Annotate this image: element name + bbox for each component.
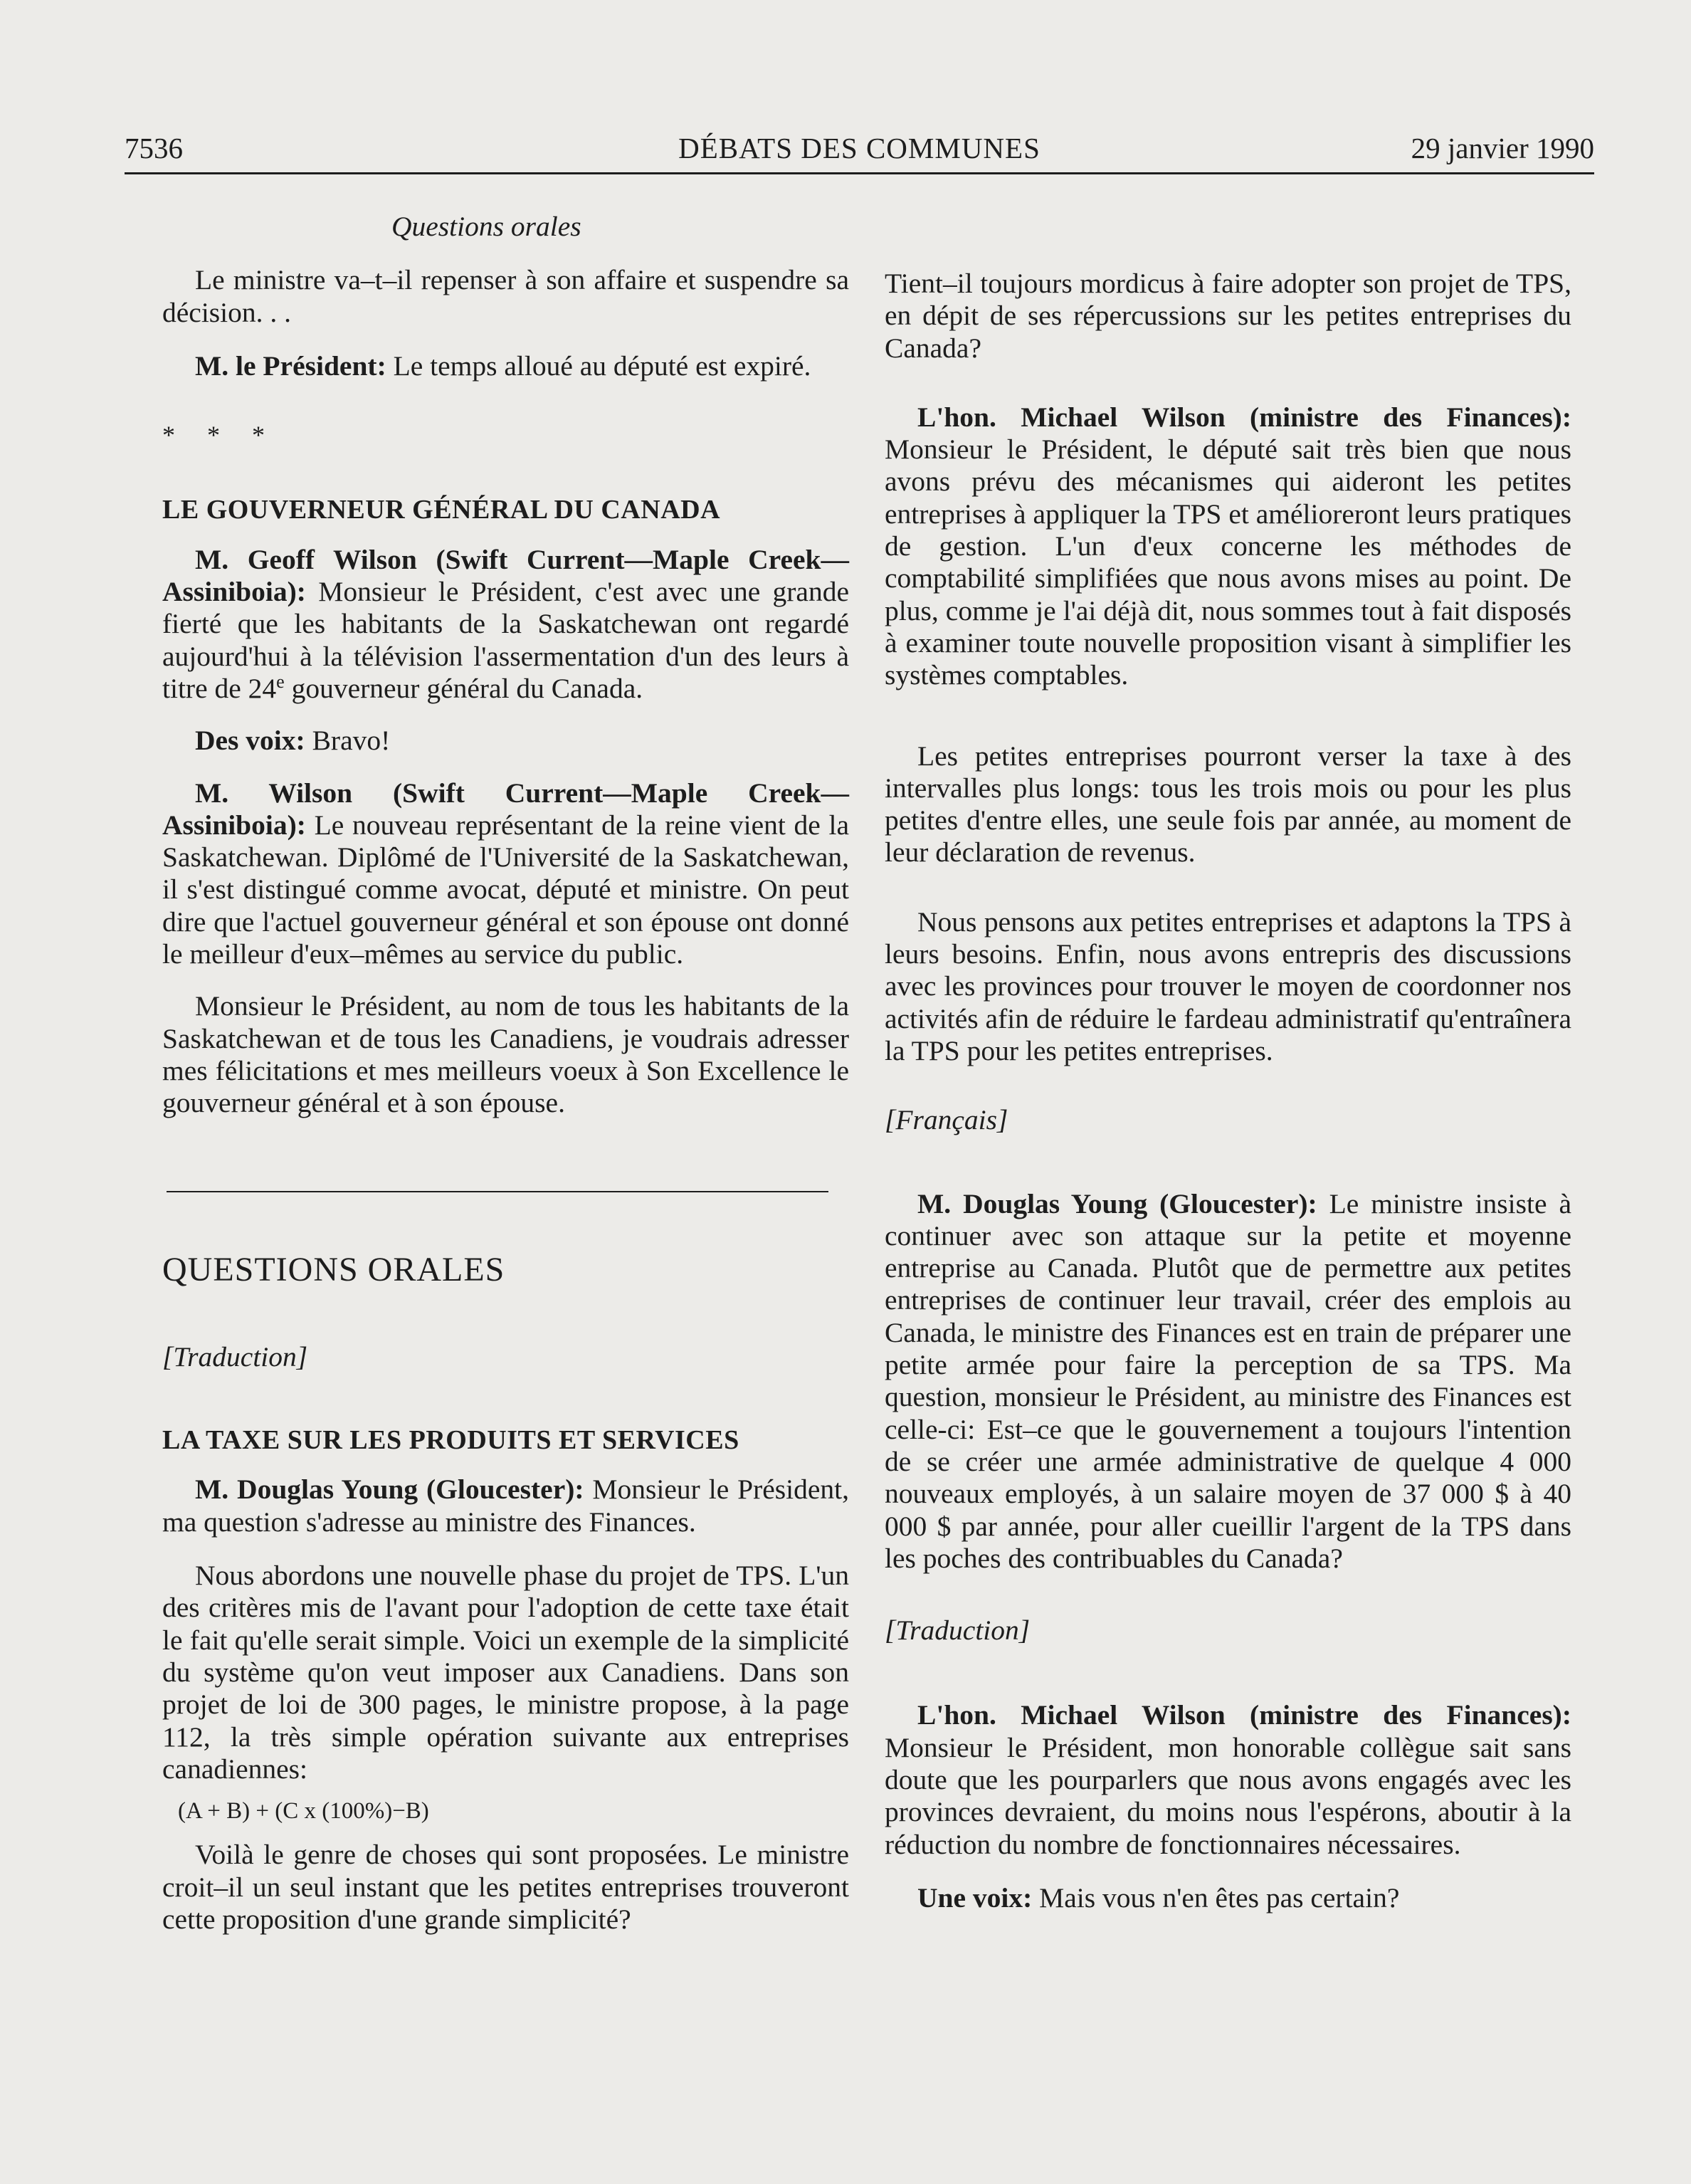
header-date: 29 janvier 1990	[1411, 132, 1594, 164]
section-rule	[167, 1191, 828, 1192]
paragraph: Voilà le genre de choses qui sont proposées. Le ministre croit–il un seul instant que les petites entreprises trouveront cette proposition d'une grande simplicité?	[162, 1839, 849, 1935]
speech-text: gouverneur général du Canada.	[284, 672, 643, 704]
page-number: 7536	[125, 132, 183, 164]
speaker: M. Douglas Young (Gloucester):	[195, 1474, 584, 1506]
language-note: [Français]	[885, 1104, 1008, 1136]
paragraph: Monsieur le Président, au nom de tous les habitants de la Saskatchewan et de tous les Canadiens, je voudrais adresser mes félicitations et mes meilleurs voeux à Son Excellence le gouverneur général et à son épouse.	[162, 990, 849, 1119]
paragraph: Tient–il toujours mordicus à faire adopter son projet de TPS, en dépit de ses répercussions sur les petites entreprises du Canada?	[885, 268, 1571, 364]
rubric: Questions orales	[391, 211, 581, 242]
paragraph	[885, 1188, 1571, 1575]
header-rule	[125, 172, 1594, 174]
superscript: e	[276, 671, 285, 692]
language-note: [Traduction]	[162, 1340, 308, 1372]
speech-text: Le temps alloué au député est expiré.	[386, 350, 811, 382]
paragraph	[162, 544, 849, 705]
speaker: M. le Président:	[195, 350, 386, 382]
paragraph: Les petites entreprises pourront verser la taxe à des intervalles plus longs: tous les trois mois ou pour les plus petites d'entre elles, une seule fois par année, au moment de leur déclaration de revenus.	[885, 740, 1571, 868]
paragraph	[885, 1699, 1571, 1860]
paragraph: Nous abordons une nouvelle phase du projet de TPS. L'un des critères mis de l'avant pour l'adoption de cette taxe était le fait qu'elle serait simple. Voici un exemple de la simplicité du système qu'on veut imposer aux Canadiens. Dans son projet de loi de 300 pages, le ministre propose, à la page 112, la très simple opération suivante aux entreprises canadiennes:	[162, 1560, 849, 1785]
speech-text: Monsieur le Président, mon honorable collègue sait sans doute que les pourparlers que nous avons engagés avec les provinces devraient, du moins nous l'espérons, aboutir à la réduction du nombre de fonctionnaires nécessaires.	[885, 1731, 1571, 1860]
speaker: M. Douglas Young (Gloucester):	[917, 1187, 1317, 1219]
paragraph	[162, 1474, 849, 1538]
speaker: M. Wilson (Swift Current—Maple Creek—Assiniboia):	[162, 777, 849, 841]
running-header	[125, 131, 1594, 174]
paragraph	[885, 1882, 1571, 1914]
formula: (A + B) + (C x (100%)−B)	[178, 1798, 429, 1825]
section-heading: LA TAXE SUR LES PRODUITS ET SERVICES	[162, 1425, 739, 1456]
paragraph	[162, 350, 849, 382]
paragraph: Nous pensons aux petites entreprises et adaptons la TPS à leurs besoins. Enfin, nous avons entrepris des discussions avec les provinces pour trouver le moyen de coordonner nos activités afin de réduire le fardeau administratif qu'entraînera la TPS pour les petites entreprises.	[885, 905, 1571, 1066]
section-title: QUESTIONS ORALES	[162, 1250, 505, 1288]
paragraph: Le ministre va–t–il repenser à son affaire et suspendre sa décision. . .	[162, 264, 849, 328]
section-separator: * * *	[162, 421, 278, 450]
speech-text: Monsieur le Président, ma question s'adresse au ministre des Finances.	[162, 1474, 849, 1538]
speech-text: Bravo!	[305, 725, 391, 757]
right-column	[885, 211, 1571, 1914]
speech-text: Le ministre insiste à continuer avec son attaque sur la petite et moyenne entreprise au Canada. Plutôt que de permettre aux petites entreprises de continuer leur travail, créer des emplois au Canada, le ministre des Finances est en train de préparer une petite armée pour faire la perception de sa TPS. Ma question, monsieur le Président, au ministre des Finances est celle-ci: Est–ce que le gouvernement a toujours l'intention de se créer une armée administrative de quelque 4 000 nouveaux employés, à un salaire moyen de 37 000 $ à 40 000 $ par année, pour aller cueillir l'argent de la TPS dans les poches des contribuables du Canada?	[885, 1187, 1571, 1574]
speech-text: Mais vous n'en êtes pas certain?	[1032, 1881, 1400, 1913]
section-heading: LE GOUVERNEUR GÉNÉRAL DU CANADA	[162, 495, 721, 525]
paragraph	[885, 401, 1571, 692]
speaker: Des voix:	[195, 725, 305, 757]
language-note: [Traduction]	[885, 1615, 1031, 1647]
publication-title: DÉBATS DES COMMUNES	[678, 132, 1041, 164]
speaker: L'hon. Michael Wilson (ministre des Finances):	[917, 1699, 1571, 1731]
speaker: M. Geoff Wilson (Swift Current—Maple Creek—Assiniboia):	[162, 543, 849, 608]
left-column	[162, 211, 849, 1936]
paragraph	[162, 725, 849, 757]
speech-text: Le nouveau représentant de la reine vient de la Saskatchewan. Diplômé de l'Université de la Saskatchewan, il s'est distingué comme avocat, député et ministre. On peut dire que l'actuel gouverneur général et son épouse ont donné le meilleur d'eux–mêmes au service du public.	[162, 809, 849, 970]
speech-text: Monsieur le Président, le député sait très bien que nous avons prévu des mécanismes qui aideront les petites entreprises à appliquer la TPS et amélioreront leurs pratiques de gestion. L'un d'eux concerne les méthodes de comptabilité simplifiées que nous avons mises au point. De plus, comme je l'ai déjà dit, nous sommes tout à fait disposés à examiner toute nouvelle proposition visant à simplifier les systèmes comptables.	[885, 434, 1571, 691]
speech-text: Monsieur le Président, c'est avec une grande fierté que les habitants de la Saskatchewan ont regardé aujourd'hui à la télévision l'assermentation d'un des leurs à titre de 24	[162, 576, 849, 704]
speaker: Une voix:	[917, 1881, 1033, 1913]
speaker: L'hon. Michael Wilson (ministre des Finances):	[917, 401, 1571, 433]
paragraph	[162, 777, 849, 971]
